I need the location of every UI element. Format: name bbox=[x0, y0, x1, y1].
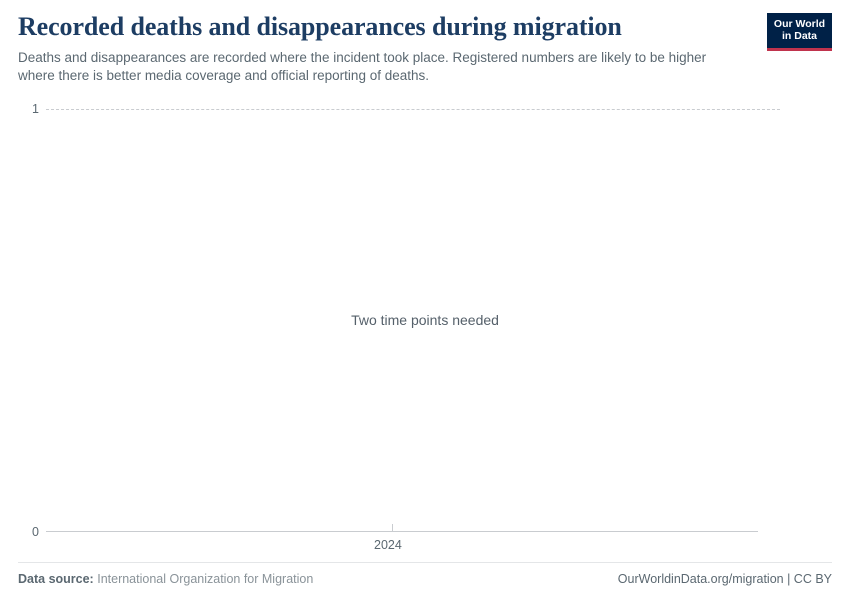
attribution-link[interactable]: OurWorldinData.org/migration | CC BY bbox=[617, 572, 832, 586]
logo-line-1: Our World bbox=[773, 17, 826, 30]
x-axis-tick-mark bbox=[392, 524, 393, 532]
data-source bbox=[18, 572, 313, 586]
chart-header bbox=[18, 12, 832, 85]
y-axis-tick-min: 0 bbox=[32, 525, 39, 539]
x-axis-line bbox=[46, 531, 758, 532]
data-source-label: Data source: bbox=[18, 572, 94, 586]
page-title: Recorded deaths and disappearances during migration bbox=[18, 12, 622, 41]
chart-footer bbox=[18, 562, 832, 586]
x-axis-tick-label: 2024 bbox=[374, 538, 402, 552]
gridline-top bbox=[46, 109, 780, 110]
chart-placeholder-message: Two time points needed bbox=[351, 312, 499, 328]
y-axis-tick-max: 1 bbox=[32, 102, 39, 116]
our-world-in-data-logo[interactable] bbox=[767, 13, 832, 51]
data-source-name: International Organization for Migration bbox=[97, 572, 314, 586]
logo-line-2: in Data bbox=[781, 29, 817, 42]
plot-area bbox=[18, 100, 832, 552]
chart-subtitle: Deaths and disappearances are recorded where the incident took place. Registered numbers are likely to be higher where there is better media coverage and official reporting of deaths. bbox=[18, 49, 707, 83]
